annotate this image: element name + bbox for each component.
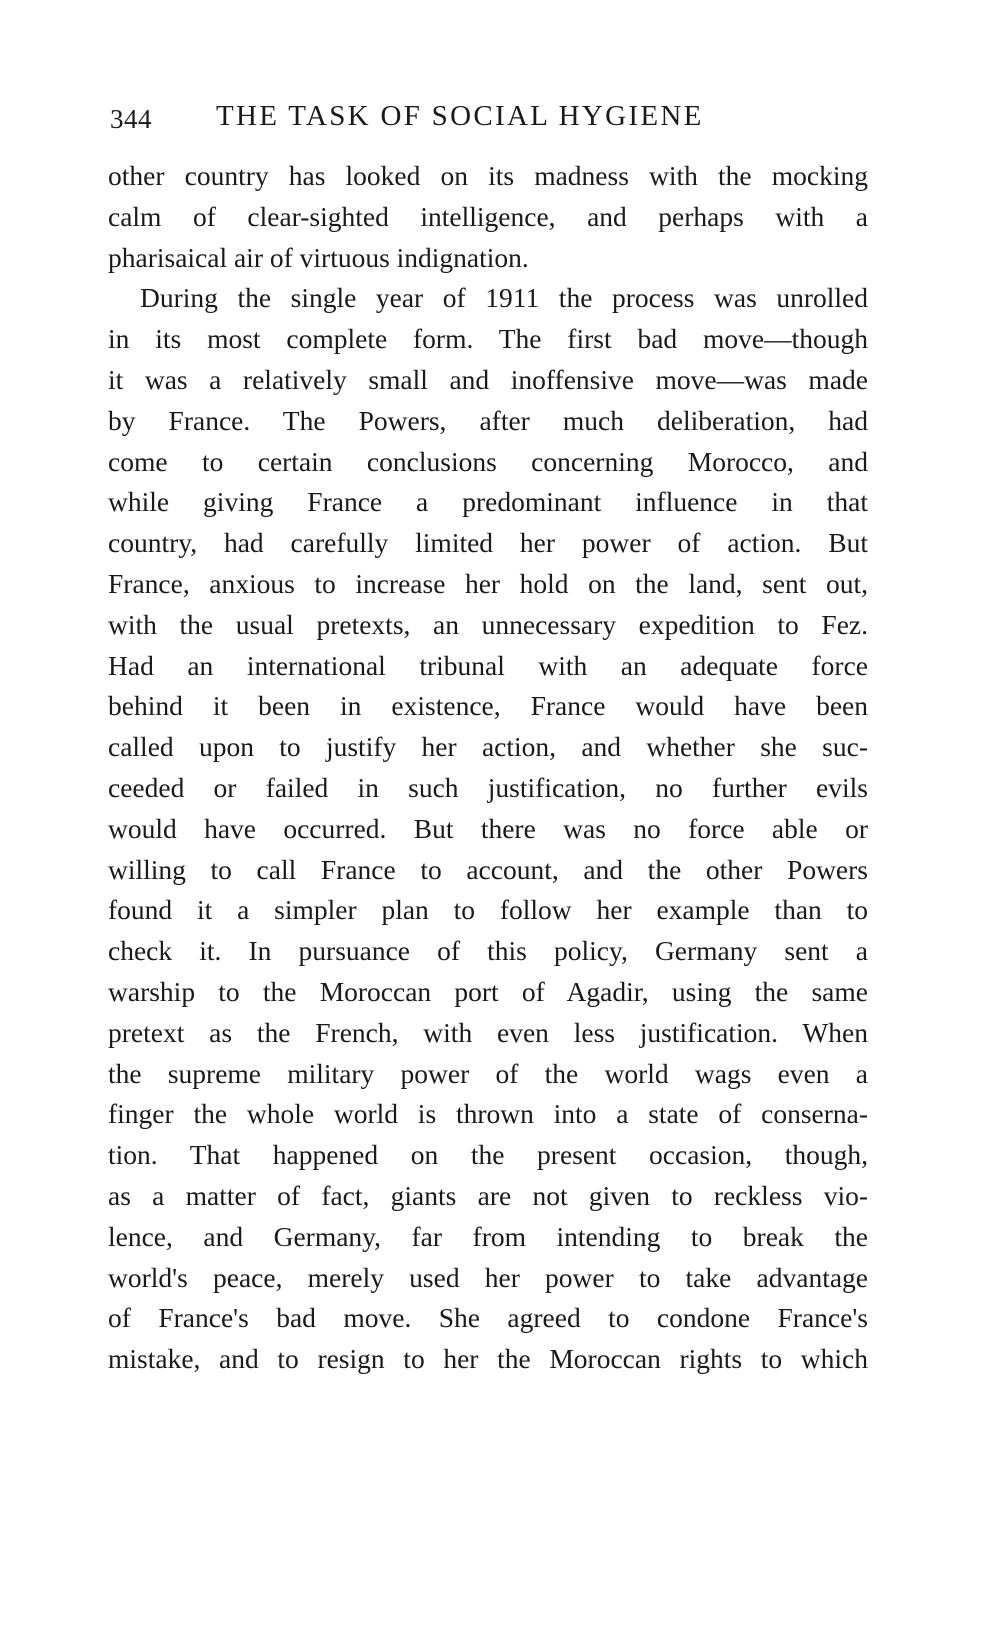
text-line: other country has looked on its madness with the mocking: [108, 160, 868, 191]
text-line: of France's bad move. She agreed to condone France's: [108, 1302, 868, 1334]
text-line: found it a simpler plan to follow her example than to: [108, 894, 868, 926]
text-line: check it. In pursuance of this policy, Germany sent a: [108, 935, 868, 967]
text-line: called upon to justify her action, and whether she suc-: [108, 731, 868, 763]
text-line: in its most complete form. The first bad move—though: [108, 323, 868, 355]
running-title: THE TASK OF SOCIAL HYGIENE: [216, 100, 704, 132]
text-line: pretext as the French, with even less justification. When: [108, 1016, 868, 1048]
text-line: as a matter of fact, giants are not given to reckless vio-: [108, 1179, 868, 1211]
text-line: behind it been in existence, France would have been: [108, 690, 868, 722]
body-text: [108, 156, 868, 1380]
text-line: lence, and Germany, far from intending to break the: [108, 1220, 868, 1252]
text-line: the supreme military power of the world wags even a: [108, 1057, 868, 1089]
text-line: come to certain conclusions concerning Morocco, and: [108, 445, 868, 477]
text-line: world's peace, merely used her power to take advantage: [108, 1261, 868, 1293]
text-line: by France. The Powers, after much deliberation, had: [108, 404, 868, 436]
text-line: Had an international tribunal with an adequate force: [108, 649, 868, 681]
text-line: ceeded or failed in such justification, no further evils: [108, 771, 868, 803]
text-line: would have occurred. But there was no force able or: [108, 812, 868, 844]
text-line: country, had carefully limited her power of action. But: [108, 527, 868, 559]
text-line: France, anxious to increase her hold on the land, sent out,: [108, 567, 868, 599]
running-head: [110, 100, 870, 144]
text-line: willing to call France to account, and the other Powers: [108, 853, 868, 885]
text-line: calm of clear-sighted intelligence, and perhaps with a: [108, 200, 868, 232]
text-line: finger the whole world is thrown into a state of conserna-: [108, 1098, 868, 1130]
text-line: with the usual pretexts, an unnecessary expedition to Fez.: [108, 608, 868, 640]
text-line: it was a relatively small and inoffensive move—was made: [108, 363, 868, 395]
text-line: mistake, and to resign to her the Moroccan rights to which: [108, 1343, 868, 1375]
text-line: During the single year of 1911 the process was unrolled: [140, 282, 868, 314]
page-number: 344: [110, 104, 152, 134]
text-line: warship to the Moroccan port of Agadir, using the same: [108, 975, 868, 1007]
text-line: while giving France a predominant influence in that: [108, 486, 868, 518]
text-line: tion. That happened on the present occasion, though,: [108, 1139, 868, 1171]
text-line: pharisaical air of virtuous indignation.: [108, 241, 529, 273]
